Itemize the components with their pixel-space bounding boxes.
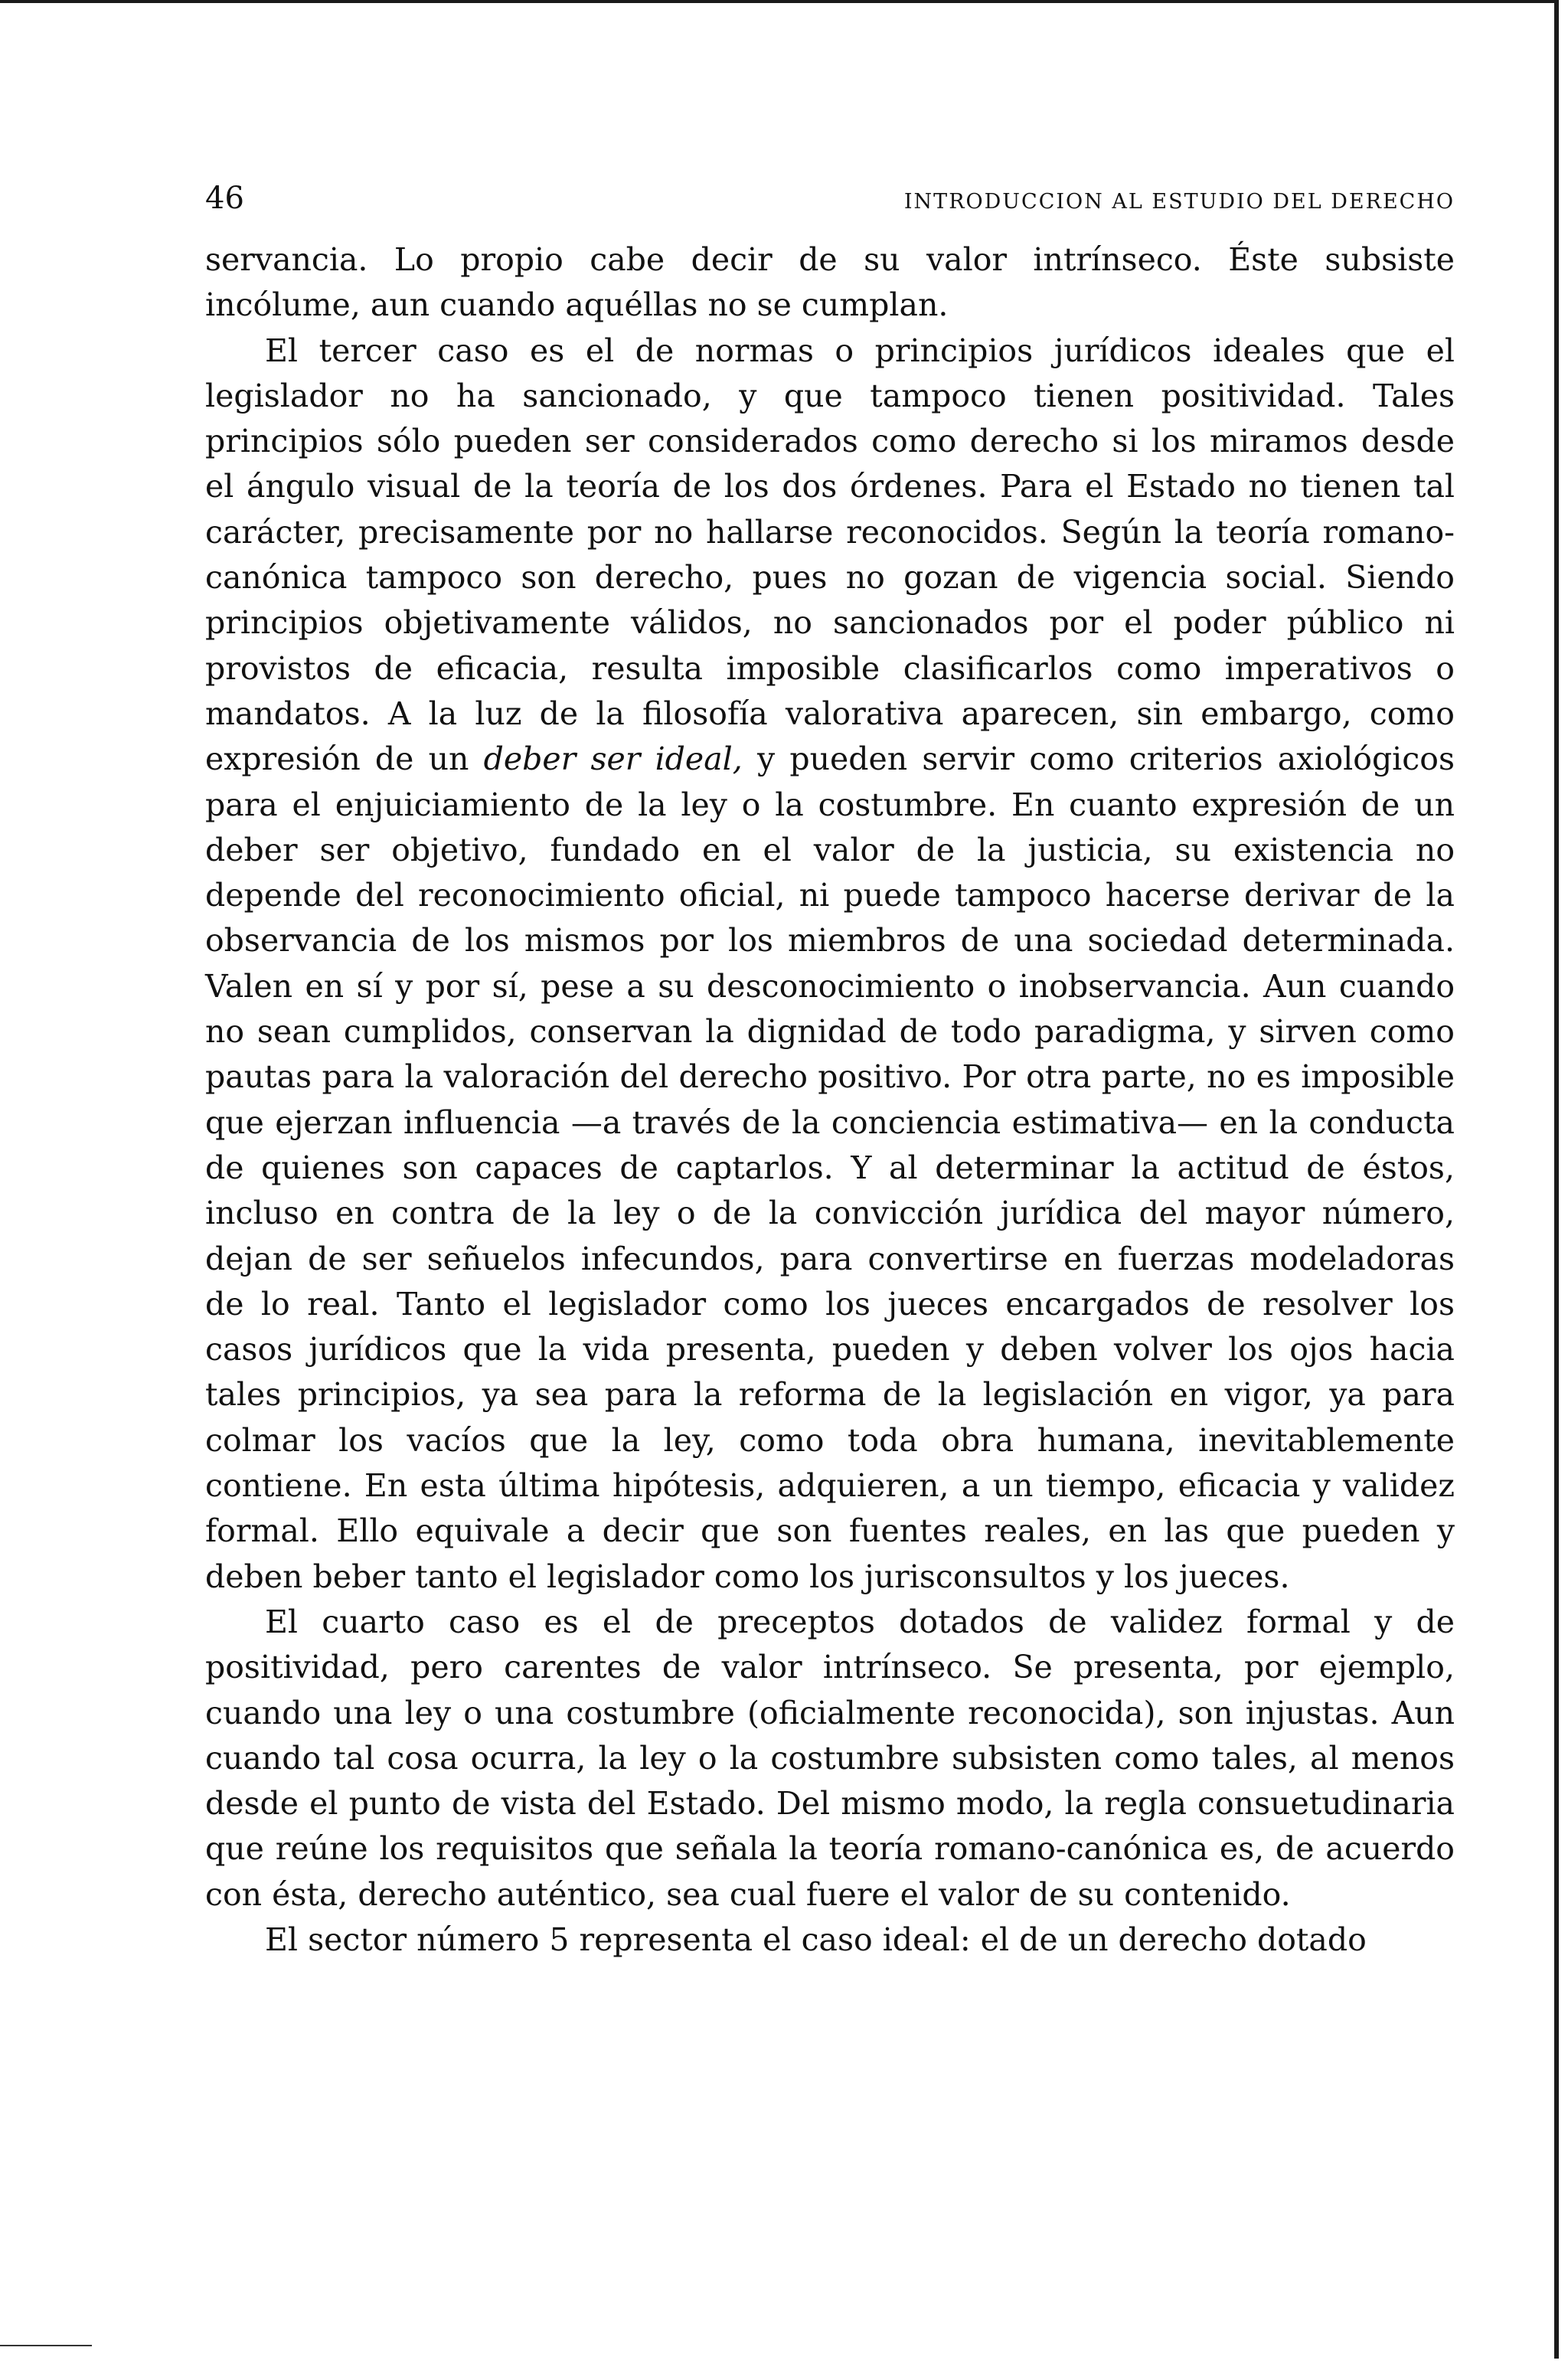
paragraph-2-part-1: El tercer caso es el de normas o principios jurídicos ideales que el legislador no ha sancionado, y que tampoco tienen positividad. Tales principios sólo pueden ser considerados como derecho si los miramos desde el ángulo visual de la teoría de los dos órdenes. Para el Estado no tienen tal carácter, precisamente por no hallarse reconocidos. Según la teoría romano-canónica tampoco son derecho, pues no gozan de vigencia social. Siendo principios objetivamente válidos, no sancionados por el poder público ni provistos de eficacia, resulta imposible clasificarlos como imperativos o mandatos. A la luz de la filosofía valorativa aparecen, sin embargo, como expresión de un bbox=[205, 332, 1455, 778]
scan-edge-mark bbox=[0, 2345, 92, 2346]
page-number: 46 bbox=[205, 181, 244, 216]
running-title: INTRODUCCION AL ESTUDIO DEL DERECHO bbox=[903, 190, 1455, 214]
body-text bbox=[205, 237, 1455, 1963]
paragraph-4: El sector número 5 representa el caso ideal: el de un derecho dotado bbox=[265, 1921, 1367, 1958]
paragraph-2 bbox=[205, 329, 1455, 1600]
book-page bbox=[205, 181, 1455, 1963]
running-head bbox=[205, 181, 1455, 227]
italic-phrase: deber ser ideal, bbox=[483, 741, 743, 778]
paragraph-2-part-2: y pueden servir como criterios axiológicos para el enjuiciamiento de la ley o la costumbre. En cuanto expresión de un deber ser objetivo, fundado en el valor de la justicia, su existencia no depende del reconocimiento oficial, ni puede tampoco hacerse derivar de la observancia de los mismos por los miembros de una sociedad determinada. Valen en sí y por sí, pese a su desconocimiento o inobservancia. Aun cuando no sean cumplidos, conservan la dignidad de todo paradigma, y sirven como pautas para la valoración del derecho positivo. Por otra parte, no es imposible que ejerzan influencia —a través de la conciencia estimativa— en la conducta de quienes son capaces de captarlos. Y al determinar la actitud de éstos, incluso en contra de la ley o de la convicción jurídica del mayor número, dejan de ser señuelos infecundos, para convertirse en fuerzas modeladoras de lo real. Tanto el legislador como los jueces encargados de resolver los casos jurídicos que la vida presenta, pueden y deben volver los ojos hacia tales principios, ya sea para la reforma de la legislación en vigor, ya para colmar los vacíos que la ley, como toda obra humana, inevitablemente contiene. En esta última hipótesis, adquieren, a un tiempo, eficacia y validez formal. Ello equivale a decir que son fuentes reales, en las que pueden y deben beber tanto el legislador como los jurisconsultos y los jueces. bbox=[205, 741, 1455, 1595]
paragraph-1: servancia. Lo propio cabe decir de su valor intrínseco. Éste subsiste incólume, aun cuando aquéllas no se cumplan. bbox=[205, 241, 1455, 324]
paragraph-3: El cuarto caso es el de preceptos dotados de validez formal y de positividad, pero carentes de valor intrínseco. Se presenta, por ejemplo, cuando una ley o una costumbre (oficialmente reconocida), son injustas. Aun cuando tal cosa ocurra, la ley o la costumbre subsisten como tales, al menos desde el punto de vista del Estado. Del mismo modo, la regla consuetudinaria que reúne los requisitos que señala la teoría romano-canónica es, de acuerdo con ésta, derecho auténtico, sea cual fuere el valor de su contenido. bbox=[205, 1603, 1455, 1913]
